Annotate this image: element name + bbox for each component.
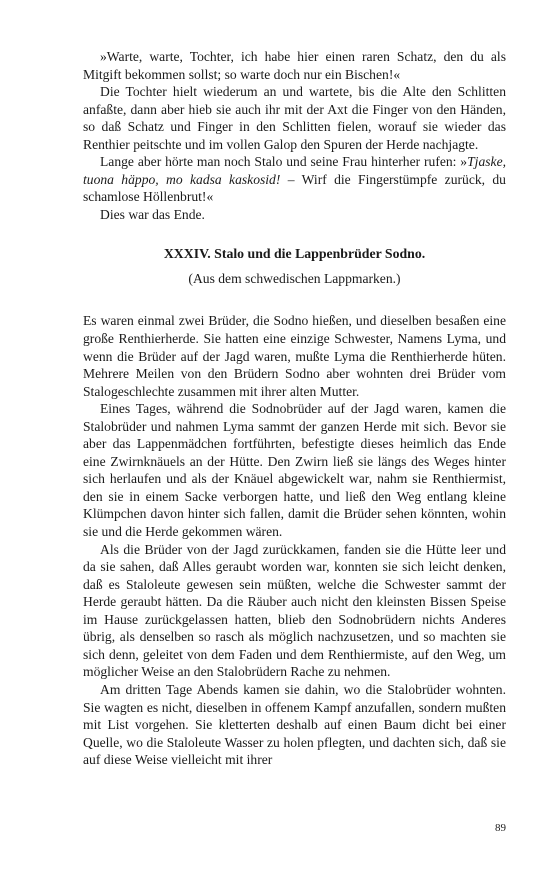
paragraph-text: Die Tochter hielt wiederum an und wartete, bis die Alte den Schlitten anfaßte, dann aber hieb sie auch ihr mit der Axt die Finger von den Händen, so daß Schatz und Finger in den Schlitten fielen, worauf sie wieder das Renthier peitschte und im vollen Galop den Spuren der Herde nachjagte.: [83, 84, 506, 152]
paragraph-text: Dies war das Ende.: [100, 206, 205, 222]
paragraph-main-2: Eines Tages, während die Sodnobrüder auf der Jagd waren, kamen die Stalobrüder und nahmen Lyma sammt der ganzen Herde mit sich. Bevor sie aber das Lappenmädchen fortführten, befestigte dieses heimlich das Ende eine Zwirnknäuels an der Hütte. Den Zwirn ließ sie längs des Weges hinter sich herlaufen und als der Knäuel abgewickelt war, nahm sie Renthiermist, den sie in einem Sacke verborgen hatte, und ließ den Weg entlang kleine Klümpchen davon hinter sich fallen, damit die Brüder sehen könnten, wohin sie und die Herde gekommen wären.: [83, 401, 506, 540]
paragraph-main-4: Am dritten Tage Abends kamen sie dahin, wo die Stalobrüder wohnten. Sie wagten es nicht, dieselben in offenem Kampf anzufallen, sondern mußten mit List vorgehen. Sie kletterten deshalb auf einen Baum dicht bei einer Quelle, wo die Staloleute Wasser zu holen pflegten, und dachten sich, daß sie auf diese Weise vielleicht mit ihrer: [83, 681, 506, 768]
chapter-subheading: (Aus dem schwedischen Lappmarken.): [188, 271, 401, 287]
paragraph-text: Lange aber hörte man noch Stalo und seine Frau hinterher rufen: »: [100, 154, 468, 170]
paragraph-text: – Wirf die Fingerstümpfe zurück, du schamlose Höllenbrut!«: [83, 171, 506, 205]
paragraph-dialog-1: [83, 48, 506, 83]
paragraph-main-3: Als die Brüder von der Jagd zurückkamen, fanden sie die Hütte leer und da sie sahen, daß Alles geraubt worden war, konnten sie sich leicht denken, daß es Staloleute gewesen sein müßten, welche die Schwester sammt der Herde geraubt hätten. Da die Räuber auch nicht den kleinsten Bissen Speise im Hause zurückgelassen hatten, blieb den Sodnobrüdern nichts Anderes übrig, als denselben so rasch als möglich nachzusetzen, und so machten sie sich denn, geleitet von dem Faden und dem Renthiermiste, auf den Weg, um möglicher Weise an den Stalobrüdern Rache zu nehmen.: [83, 541, 506, 680]
paragraph-story-1: [83, 83, 506, 153]
paragraph-main-1: Es waren einmal zwei Brüder, die Sodno hießen, und dieselben besaßen eine große Renthierherde. Sie hatten eine einzige Schwester, Namens Lyma, und wenn die Brüder auf der Jagd waren, mußte Lyma die Renthierherde hüten. Mehrere Meilen von den Brüdern Sodno aber wohnten drei Brüder vom Stalogeschlechte zusammen mit ihrer alten Mutter.: [83, 313, 506, 399]
page-body: [83, 48, 506, 769]
page-number: 89: [495, 822, 506, 834]
chapter-heading: XXXIV. Stalo und die Lappenbrüder Sodno.: [163, 246, 426, 262]
paragraph-text: »Warte, warte, Tochter, ich habe hier einen raren Schatz, den du als Mitgift bekommen sollst; so warte doch nur ein Bischen!«: [83, 49, 506, 82]
lappish-quote: Tjaske, tuona häppo, mo kadsa kaskosid!: [83, 154, 506, 187]
paragraph-story-2: [83, 153, 506, 206]
paragraph-ending: [83, 206, 506, 224]
